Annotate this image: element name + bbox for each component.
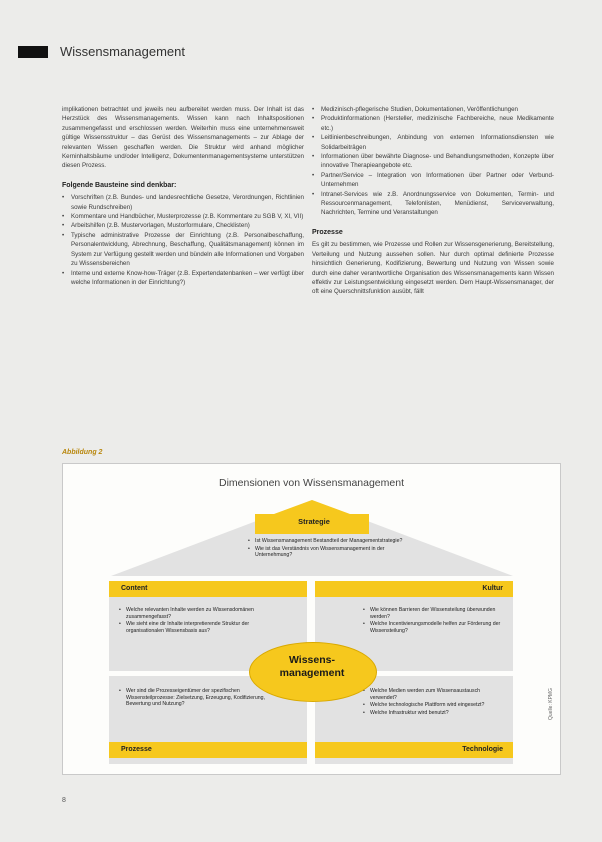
list-item: • Welche Incentivierungsmodelle helfen zur Förderung der Wissensteilung? — [363, 621, 503, 634]
strategie-questions — [248, 538, 418, 560]
center-label — [249, 654, 375, 680]
list-item: • Welche relevanten Inhalte werden zu Wissensdomänen zusammengefasst? — [119, 607, 269, 620]
list-item: • Leitlinienbeschreibungen, Anbindung von externen Informationsdiensten wie Solidarbeiträgen — [312, 133, 554, 152]
dimensions-figure — [62, 463, 561, 775]
header-title: Wissensmanagement — [60, 44, 185, 59]
header-bar — [18, 46, 48, 58]
prozesse-label: Prozesse — [121, 746, 152, 753]
processes-heading: Prozesse — [312, 228, 343, 236]
list-item: • Informationen über bewährte Diagnose- und Behandlungsmethoden, Konzepte über innovative Therapieangebote etc. — [312, 152, 554, 171]
right-column — [312, 105, 554, 297]
technologie-questions — [363, 688, 503, 717]
strategie-label: Strategie — [298, 517, 330, 526]
building-blocks-list — [62, 193, 304, 287]
list-item: • Intranet-Services wie z.B. Anordnungsservice von Dokumenten, Termin- und Ressourcenmanagement, Telefonlisten, Menüdienst, Serviceverwaltung, Nachrichten, Termine und Veranstaltungen — [312, 190, 554, 218]
list-item: • Interne und externe Know-how-Träger (z.B. Expertendatenbanken – wer verfügt über welche Informationen in der Einrichtung?) — [62, 269, 304, 288]
list-item: • Kommentare und Handbücher, Musterprozesse (z.B. Kommentare zu SGB V, XI, VII) — [62, 212, 304, 221]
list-item: • Wie können Barrieren der Wissensteilung überwunden werden? — [363, 607, 503, 620]
list-item: • Welche technologische Plattform wird eingesetzt? — [363, 702, 503, 709]
list-item: • Produktinformationen (Hersteller, medizinische Fachbereiche, neue Medikamente etc.) — [312, 114, 554, 133]
kultur-label: Kultur — [482, 585, 503, 592]
list-item: • Ist Wissensmanagement Bestandteil der Managementstrategie? — [248, 538, 418, 545]
list-item: • Typische administrative Prozesse der Einrichtung (z.B. Personalbeschaffung, Personalentwicklung, Abrechnung, Beschaffung, Qualitätsmanagement) können im System zur Verfügung gestellt werden und bündeln alle Informationen und Vorgaben zu Wissensbereichen — [62, 231, 304, 269]
center-label-line2: management — [279, 667, 345, 679]
technologie-label: Technologie — [462, 746, 503, 753]
list-item: • Partner/Service – Integration von Informationen über Partner oder Verbund-Unternehmen — [312, 171, 554, 190]
list-item: • Vorschriften (z.B. Bundes- und landesrechtliche Gesetze, Verordnungen, Richtlinien sowie Rundschreiben) — [62, 193, 304, 212]
prozesse-questions — [119, 688, 269, 709]
content-questions — [119, 607, 269, 635]
figure-title: Dimensionen von Wissensmanagement — [218, 477, 404, 489]
list-item: • Welche Infrastruktur wird benutzt? — [363, 710, 503, 717]
list-item: • Wie sieht eine dir Inhalte interpretierende Struktur der organisationalen Wissensbasis aus? — [119, 621, 269, 634]
kultur-questions — [363, 607, 503, 635]
left-column — [62, 105, 304, 287]
building-blocks-heading: Folgende Bausteine sind denkbar: — [62, 181, 177, 189]
figure-caption: Abbildung 2 — [62, 449, 103, 456]
content-label: Content — [121, 585, 148, 592]
list-item: • Welche Medien werden zum Wissensaustausch verwendet? — [363, 688, 503, 701]
information-sources-list — [312, 105, 554, 218]
figure-credit: Quelle: KPMG — [548, 688, 554, 720]
list-item: • Wie ist das Verständnis von Wissensmanagement in der Unternehmung? — [248, 546, 418, 559]
center-label-line1: Wissens- — [288, 654, 335, 666]
list-item: • Arbeitshilfen (z.B. Mustervorlagen, Mustorformulare, Checklisten) — [62, 221, 304, 230]
list-item: • Medizinisch-pflegerische Studien, Dokumentationen, Veröffentlichungen — [312, 105, 554, 114]
page-number: 8 — [62, 797, 66, 804]
processes-paragraph: Es gilt zu bestimmen, wie Prozesse und Rollen zur Wissensgenerierung, Bereitstellung, Verteilung und Nutzung aussehen sollen. Nur durch optimal definierte Prozesse hinsichtlich Generierung, Kodifizierung, Bewertung und Nutzung von Wissen sowie durch eine daher verantwortliche Organisation des Wissensmanagements kann Wissen effektiv zur Leistungsentwicklung eingesetzt werden. Dem Haupt-Wissensmanager, der oft eine Querschnittsfunktion ausübt, fällt — [312, 241, 554, 296]
list-item: • Wer sind die Prozesseigentümer der spezifischen Wissensteilprozesse: Zielsetzung, Erzeugung, Kodifizierung, Bewertung und Nutzung? — [119, 688, 269, 708]
intro-paragraph: implikationen betrachtet und jeweils neu aufbereitet werden muss. Der Inhalt ist das Herzstück des Wissensmanagements. Wissen kann nach Inhaltspositionen zusammengefasst und erschlossen werden. Weiterhin muss eine unternehmensweit gültige Wissensstruktur – das Gerüst des Wissensmanagements – zur Ablage der relevanten Wissen geschaffen werden. Die Struktur wird anhand möglicher Kerninhaltsbäume und/oder Intelligenz, Dokumentenmanagementsysteme unterstützen diesen Prozess. — [62, 106, 304, 170]
